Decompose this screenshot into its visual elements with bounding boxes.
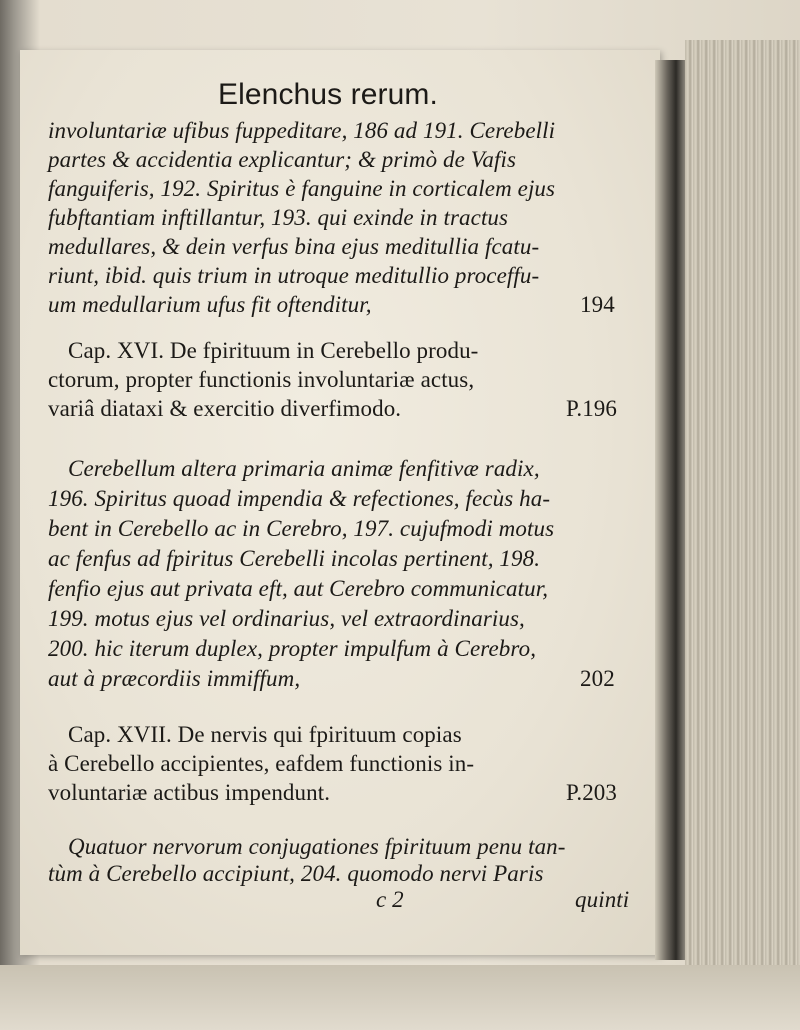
text-line: tùm à Cerebello accipiunt, 204. quomodo nervi Paris [48,861,544,886]
page-reference: 194 [580,292,615,317]
page-reference: P.203 [566,780,617,805]
text-line: um medullarium ufus fit oftenditur, [48,292,372,317]
chapter-heading: ctorum, propter functionis involuntariæ actus, [48,367,475,392]
text-line: ac fenfus ad fpiritus Cerebelli incolas pertinent, 198. [48,546,541,571]
chapter-heading: Cap. XVI. De fpirituum in Cerebello produ- [68,338,479,363]
text-line: fenfio ejus aut privata eft, aut Cerebro communicatur, [48,576,549,601]
text-line: medullares, & dein verfus bina ejus meditullia fcatu- [48,234,540,259]
text-line: Cerebellum altera primaria animæ fenfitivæ radix, [68,456,540,481]
chapter-heading: voluntariæ actibus impendunt. [48,780,331,805]
chapter-heading: à Cerebello accipientes, eafdem functionis in- [48,751,475,776]
chapter-heading: Cap. XVII. De nervis qui fpirituum copias [68,722,462,747]
text-line: involuntariæ ufibus fuppeditare, 186 ad 191. Cerebelli [48,118,556,143]
text-line: 200. hic iterum duplex, propter impulfum à Cerebro, [48,636,537,661]
text-line: partes & accidentia explicantur; & primò de Vafis [48,147,517,172]
text-line: 199. motus ejus vel ordinarius, vel extraordinarius, [48,606,525,631]
page-reference: 202 [580,666,615,691]
text-line: riunt, ibid. quis trium in utroque meditullio proceffu- [48,263,540,288]
text-line: Quatuor nervorum conjugationes fpirituum penu tan- [68,834,566,859]
text-line: 196. Spiritus quoad impendia & refectiones, fecùs ha- [48,486,551,511]
signature-mark: c 2 [376,887,404,912]
running-title: Elenchus rerum. [218,78,438,111]
text-line: aut à præcordiis immiffum, [48,666,301,691]
page-reference: P.196 [566,396,617,421]
text-line: bent in Cerebello ac in Cerebro, 197. cujufmodi motus [48,516,555,541]
catchword: quinti [575,887,630,912]
text-line: fubftantiam inftillantur, 193. qui exinde in tractus [48,205,509,230]
text-line: fanguiferis, 192. Spiritus è fanguine in corticalem ejus [48,176,556,201]
chapter-heading: variâ diataxi & exercitio diverfimodo. [48,396,402,421]
